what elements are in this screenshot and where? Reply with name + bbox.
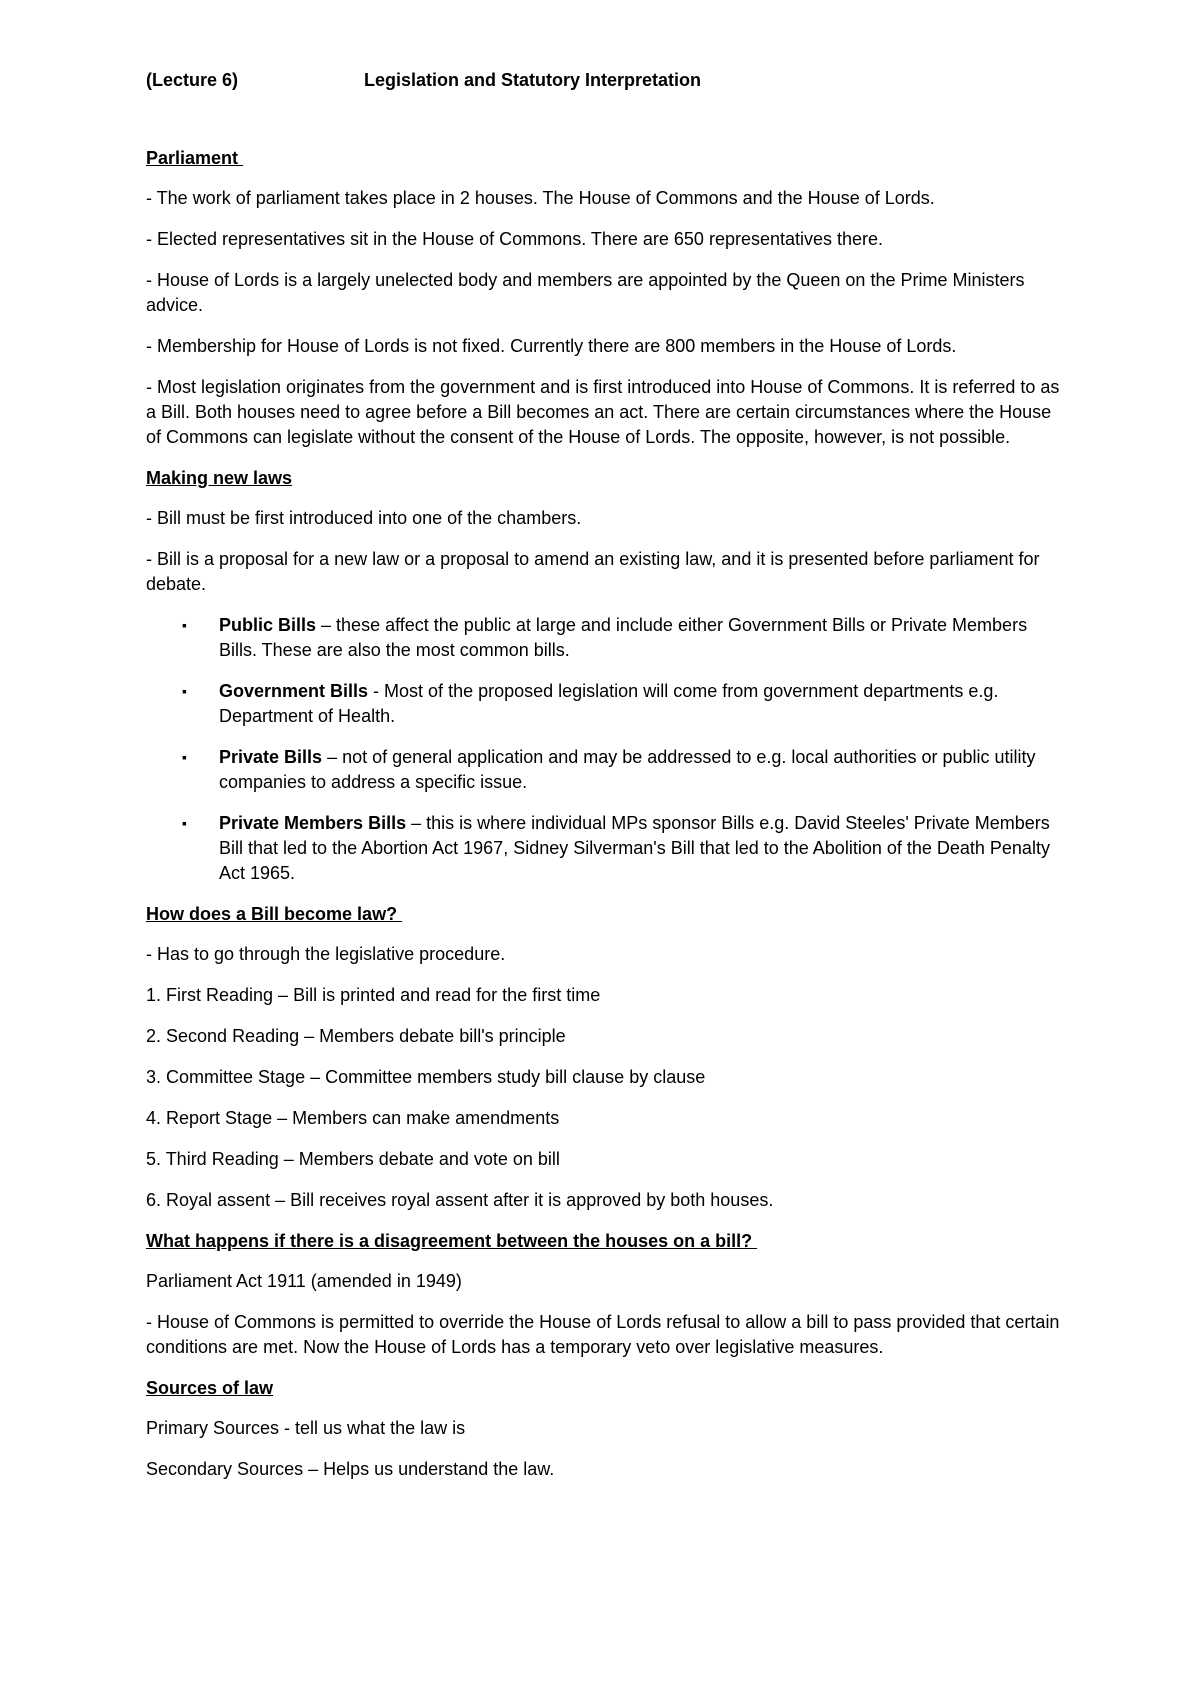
paragraph: - Has to go through the legislative procedure. [146,944,506,964]
bill-type-term: Public Bills [219,615,317,635]
document-title: Legislation and Statutory Interpretation [364,70,702,90]
bill-type-term: Government Bills [219,681,369,701]
paragraph: - Membership for House of Lords is not fixed. Currently there are 800 members in the House of Lords. [146,336,957,356]
bill-type-term: Private Members Bills [219,813,407,833]
paragraph: - The work of parliament takes place in 2 houses. The House of Commons and the House of Lords. [146,188,935,208]
lecture-number: (Lecture 6) [146,70,239,90]
paragraph: Parliament Act 1911 (amended in 1949) [146,1271,462,1291]
bullet-icon: ▪ [182,815,187,831]
list-item [146,745,1066,795]
section-heading-parliament: Parliament [146,148,244,168]
procedure-step: 1. First Reading – Bill is printed and read for the first time [146,985,601,1005]
paragraph: - House of Commons is permitted to override the House of Lords refusal to allow a bill to pass provided that certain conditions are met. Now the House of Lords has a temporary veto over legislative measures. [146,1312,1060,1357]
bill-types-list [146,613,1066,886]
bill-type-description: – this is where individual MPs sponsor Bills e.g. David Steeles' Private Members Bill that led to the Abortion Act 1967, Sidney Silverman's Bill that led to the Abolition of the Death Penalty Act 1965. [219,813,1050,883]
section-heading-making-new-laws: Making new laws [146,468,293,488]
paragraph: - Bill must be first introduced into one of the chambers. [146,508,582,528]
procedure-step: 4. Report Stage – Members can make amendments [146,1108,560,1128]
paragraph: - Bill is a proposal for a new law or a proposal to amend an existing law, and it is presented before parliament for debate. [146,549,1040,594]
section-heading-bill-becomes-law: How does a Bill become law? [146,904,403,924]
document-body [146,146,1066,1498]
paragraph: - Elected representatives sit in the House of Commons. There are 650 representatives there. [146,229,884,249]
procedure-step: 5. Third Reading – Members debate and vote on bill [146,1149,560,1169]
document-header [146,70,702,91]
bill-type-description: – these affect the public at large and include either Government Bills or Private Members Bills. These are also the most common bills. [219,615,1028,660]
bullet-icon: ▪ [182,617,187,633]
paragraph: - Most legislation originates from the government and is first introduced into House of Commons. It is referred to as a Bill. Both houses need to agree before a Bill becomes an act. There are certain circumstances where the House of Commons can legislate without the consent of the House of Lords. The opposite, however, is not possible. [146,377,1060,447]
list-item [146,613,1066,663]
paragraph: Secondary Sources – Helps us understand the law. [146,1459,555,1479]
bullet-icon: ▪ [182,683,187,699]
paragraph: Primary Sources - tell us what the law is [146,1418,466,1438]
bill-type-description: - Most of the proposed legislation will come from government departments e.g. Department of Health. [219,681,999,726]
bullet-icon: ▪ [182,749,187,765]
paragraph: - House of Lords is a largely unelected body and members are appointed by the Queen on the Prime Ministers advice. [146,270,1025,315]
procedure-step: 6. Royal assent – Bill receives royal assent after it is approved by both houses. [146,1190,774,1210]
section-heading-sources-of-law: Sources of law [146,1378,274,1398]
procedure-step: 3. Committee Stage – Committee members study bill clause by clause [146,1067,706,1087]
bill-type-description: – not of general application and may be addressed to e.g. local authorities or public utility companies to address a specific issue. [219,747,1036,792]
section-heading-disagreement: What happens if there is a disagreement between the houses on a bill? [146,1231,758,1251]
list-item [146,679,1066,729]
bill-type-term: Private Bills [219,747,323,767]
list-item [146,811,1066,886]
procedure-step: 2. Second Reading – Members debate bill's principle [146,1026,566,1046]
